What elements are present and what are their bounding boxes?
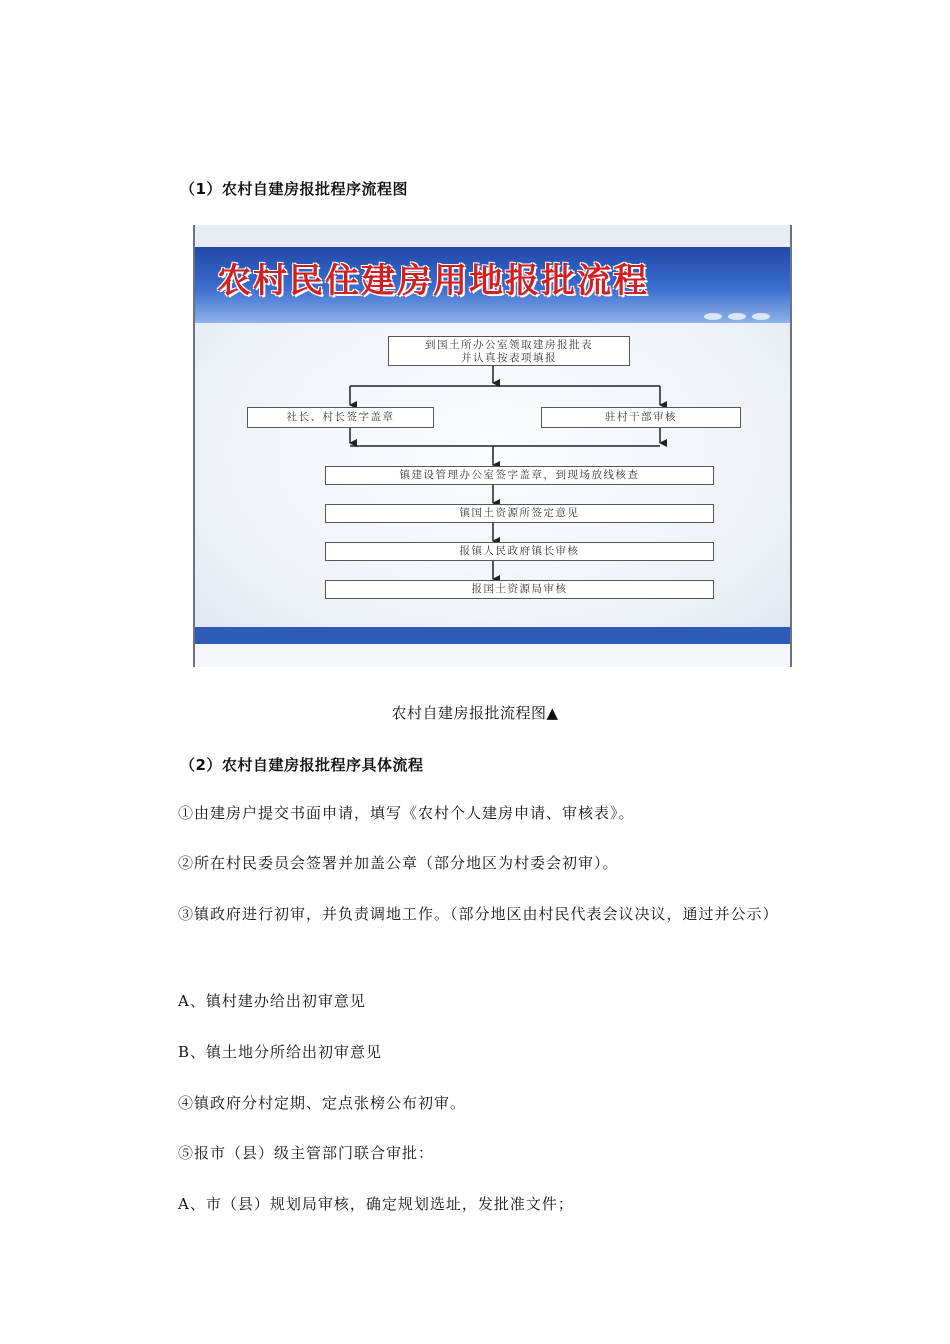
list-item: ④镇政府分村定期、定点张榜公布初审。 — [178, 1094, 467, 1112]
flowchart-image — [193, 225, 792, 667]
list-item: A、镇村建办给出初审意见 — [178, 992, 366, 1010]
flow-step-4: 报国土资源局审核 — [325, 580, 714, 599]
flowchart-title: 农村民住建房用地报批流程 — [217, 261, 649, 301]
flow-step-1: 镇建设管理办公室签字盖章，到现场放线核查 — [325, 466, 714, 485]
list-item: A、市（县）规划局审核，确定规划选址，发批准文件； — [178, 1195, 574, 1213]
flow-step-start: 到国土所办公室领取建房报批表 并认真按表项填报 — [388, 336, 630, 366]
flow-step-right: 驻村干部审核 — [541, 407, 741, 428]
figure-caption: 农村自建房报批流程图▲ — [391, 704, 559, 722]
flowchart-connectors — [195, 225, 792, 667]
flow-step-left: 社长、村长签字盖章 — [247, 407, 434, 428]
list-item: ⑤报市（县）级主管部门联合审批： — [178, 1144, 435, 1162]
list-item: ③镇政府进行初审，并负责调地工作。（部分地区由村民代表会议决议，通过并公示） — [178, 905, 779, 923]
section1-heading: （1）农村自建房报批程序流程图 — [180, 180, 408, 198]
flow-step-2: 镇国土资源所签定意见 — [325, 504, 714, 523]
list-item: ①由建房户提交书面申请，填写《农村个人建房申请、审核表》。 — [178, 804, 635, 822]
flow-step-3: 报镇人民政府镇长审核 — [325, 542, 714, 561]
list-item: ②所在村民委员会签署并加盖公章（部分地区为村委会初审）。 — [178, 854, 619, 872]
list-item: B、镇土地分所给出初审意见 — [178, 1043, 383, 1061]
section2-heading: （2）农村自建房报批程序具体流程 — [180, 756, 424, 774]
